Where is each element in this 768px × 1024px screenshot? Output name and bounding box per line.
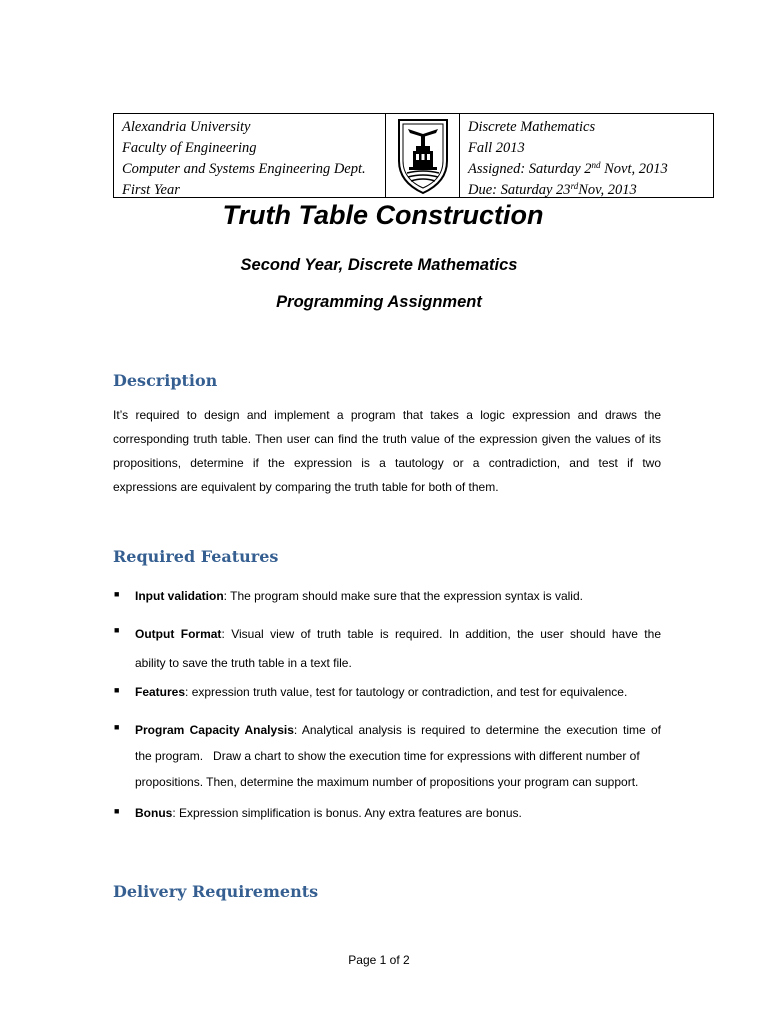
features-heading: Required Features [113, 547, 279, 566]
bullet-icon: ■ [114, 685, 120, 695]
feature-text: propositions. Then, determine the maximum number of propositions your program can support. [135, 775, 639, 789]
header-year: First Year [122, 182, 180, 198]
bullet-icon: ■ [114, 722, 120, 732]
description-line: propositions, determine if the expression is a tautology or a contradiction, and test if two [113, 456, 661, 470]
document-title: Truth Table Construction [222, 200, 544, 230]
header-term: Fall 2013 [468, 140, 525, 156]
header-institution [114, 114, 386, 197]
header-department: Computer and Systems Engineering Dept. [122, 161, 366, 177]
bullet-icon: ■ [114, 625, 120, 635]
description-line: expressions are equivalent by comparing the truth table for both of them. [113, 480, 499, 494]
header-due-date: Due: Saturday 23rdNov, 2013 [468, 181, 637, 198]
header-logo-cell [386, 114, 460, 197]
feature-text: ability to save the truth table in a text file. [135, 656, 352, 670]
feature-label: Input validation [135, 589, 224, 603]
description-line: It’s required to design and implement a program that takes a logic expression and draws the [113, 408, 661, 422]
feature-label: Output Format [135, 627, 222, 641]
feature-text: : Expression simplification is bonus. Any extra features are bonus. [172, 806, 522, 820]
bullet-icon: ■ [114, 806, 120, 816]
header-course-info [460, 114, 713, 197]
header-table [113, 113, 714, 198]
header-assigned-date: Assigned: Saturday 2nd Novt, 2013 [468, 160, 668, 177]
header-university: Alexandria University [122, 119, 251, 135]
feature-text: : expression truth value, test for tautology or contradiction, and test for equivalence. [185, 685, 628, 699]
document-subtitle-assignment: Programming Assignment [276, 293, 482, 311]
description-line: corresponding truth table. Then user can find the truth value of the expression given the values of its [113, 432, 661, 446]
feature-text: : The program should make sure that the expression syntax is valid. [223, 589, 583, 603]
feature-label: Program Capacity Analysis [135, 723, 294, 737]
description-paragraph [113, 403, 661, 499]
header-course: Discrete Mathematics [468, 119, 596, 135]
delivery-heading: Delivery Requirements [113, 882, 319, 901]
bullet-icon: ■ [114, 589, 120, 599]
feature-label: Features [135, 685, 186, 699]
header-faculty: Faculty of Engineering [122, 140, 257, 156]
university-logo [396, 117, 450, 195]
page-number: Page 1 of 2 [348, 953, 410, 967]
feature-text: the program. Draw a chart to show the execution time for expressions with different number of [135, 749, 640, 763]
description-heading: Description [113, 371, 218, 390]
feature-label: Bonus [135, 806, 173, 820]
document-subtitle: Second Year, Discrete Mathematics [240, 256, 518, 274]
feature-text: : Analytical analysis is required to determine the execution time of [293, 723, 661, 737]
feature-text: : Visual view of truth table is required. In addition, the user should have the [221, 627, 661, 641]
